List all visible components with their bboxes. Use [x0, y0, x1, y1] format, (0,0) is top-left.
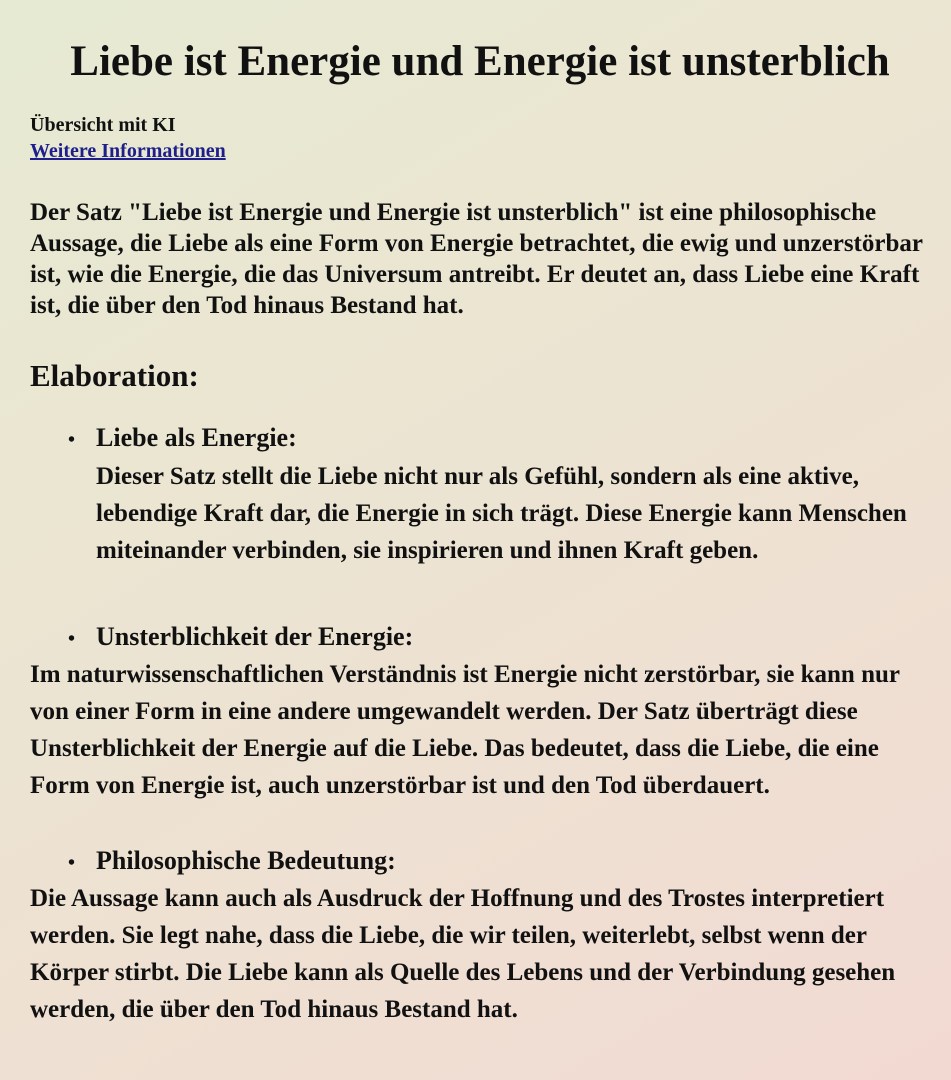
bullet-text: Dieser Satz stellt die Liebe nicht nur als Gefühl, sondern als eine aktive, lebendige Kraft dar, die Energie in sich trägt. Diese Energie kann Menschen miteinander verbinden, sie inspirieren und ihnen Kraft geben. — [96, 463, 907, 564]
ai-overview-label: Übersicht mit KI — [30, 114, 176, 136]
bullet-heading: Unsterblichkeit der Energie: — [96, 622, 414, 651]
bullet-item-1 — [68, 422, 297, 456]
section-heading: Elaboration: — [30, 358, 199, 393]
bullet-text: Die Aussage kann auch als Ausdruck der Hoffnung und des Trostes interpretiert werden. Sie legt nahe, dass die Liebe, die wir teilen, weiterlebt, selbst wenn der Körper stirbt. Die Liebe kann als Quelle des Lebens und der Verbindung gesehen werden, die über den Tod hinaus Bestand hat. — [30, 885, 896, 1023]
more-info-link[interactable]: Weitere Informationen — [30, 140, 226, 162]
page-title: Liebe ist Energie und Energie ist unsterblich — [70, 38, 890, 85]
intro-paragraph: Der Satz "Liebe ist Energie und Energie ist unsterblich" ist eine philosophische Aussage, die Liebe als eine Form von Energie betrachtet, die ewig und unzerstörbar ist, wie die Energie, die das Universum antreibt. Er deutet an, dass Liebe eine Kraft ist, die über den Tod hinaus Bestand hat. — [30, 199, 923, 319]
bullet-item-3 — [68, 845, 396, 879]
bullet-marker: • — [68, 852, 76, 874]
bullet-heading: Philosophische Bedeutung: — [96, 846, 396, 875]
bullet-marker: • — [68, 628, 76, 650]
bullet-text: Im naturwissenschaftlichen Verständnis ist Energie nicht zerstörbar, sie kann nur von einer Form in eine andere umgewandelt werden. Der Satz überträgt diese Unsterblichkeit der Energie auf die Liebe. Das bedeutet, dass die Liebe, die eine Form von Energie ist, auch unzerstörbar ist und den Tod überdauert. — [30, 661, 900, 799]
bullet-heading: Liebe als Energie: — [96, 423, 297, 452]
bullet-item-2 — [68, 621, 413, 655]
bullet-marker: • — [68, 429, 76, 451]
